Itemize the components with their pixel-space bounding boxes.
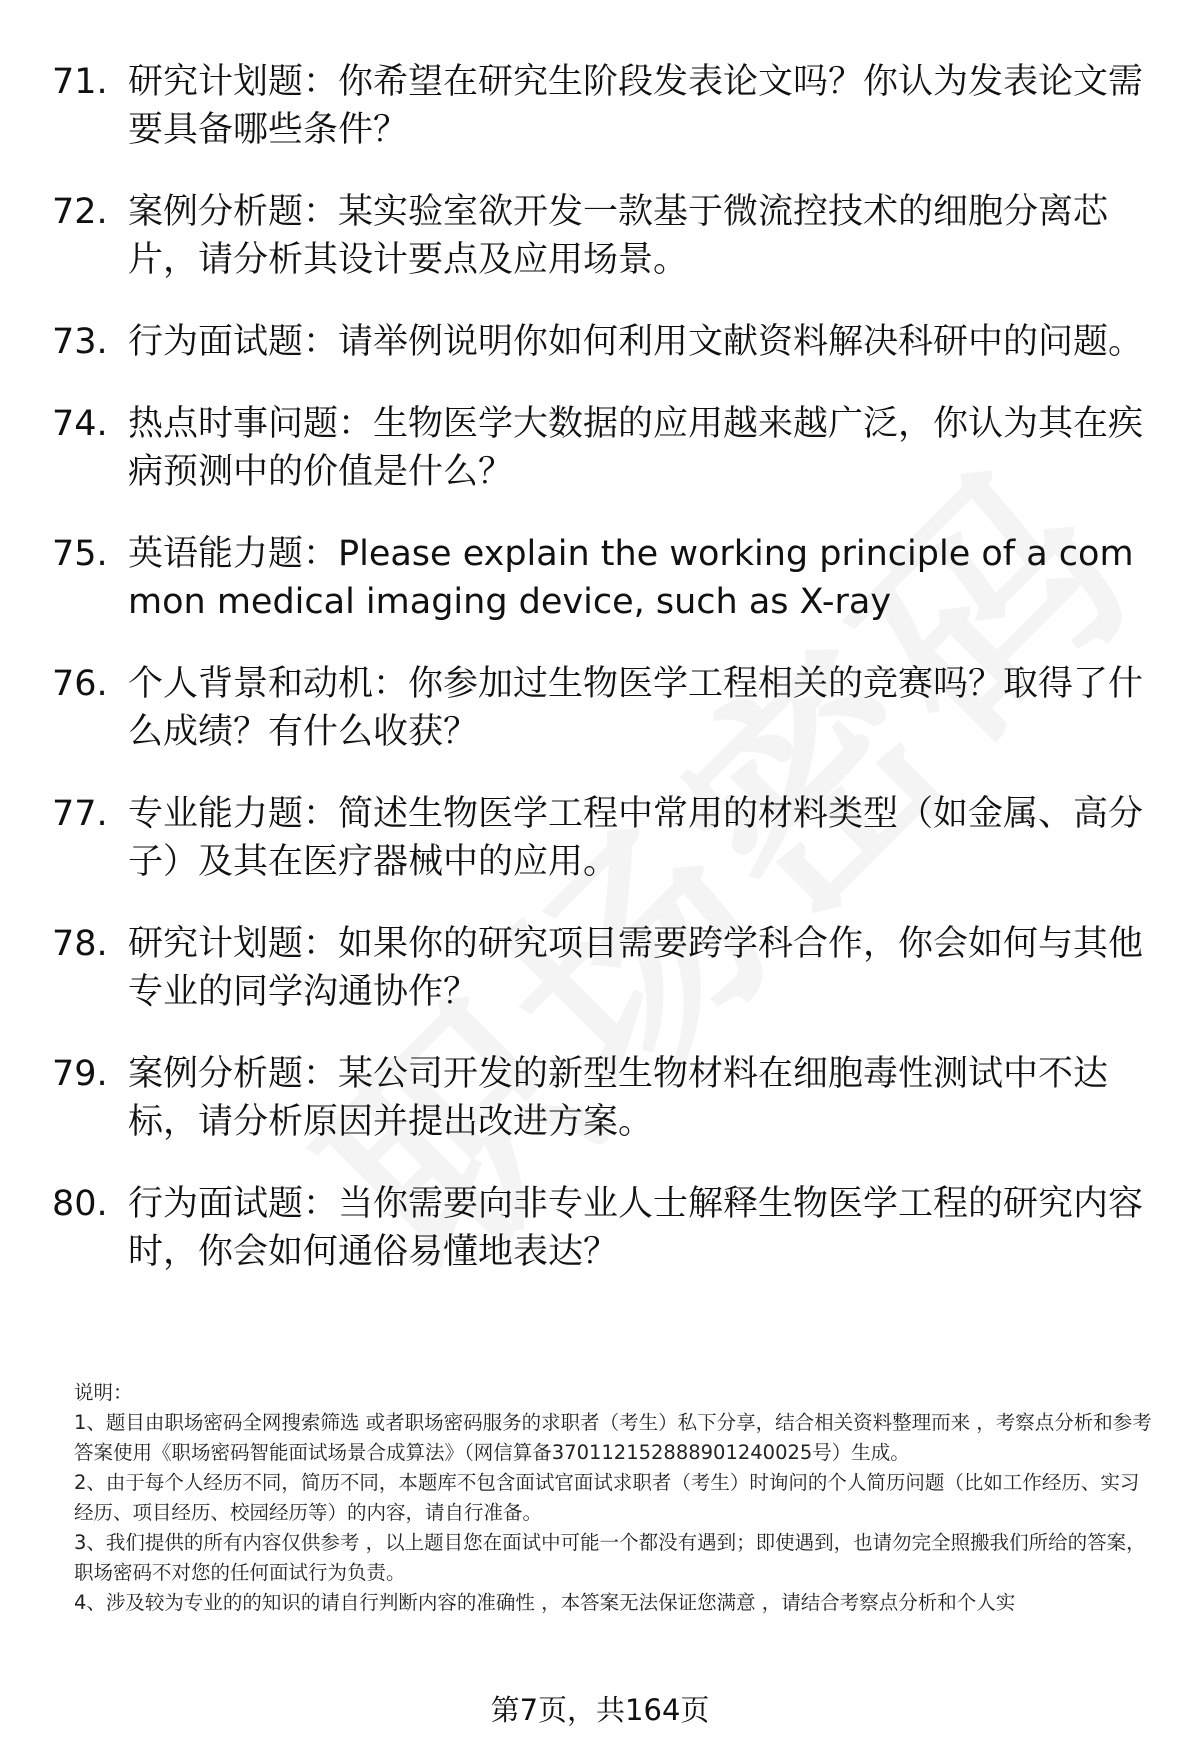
note-item: 1、题目由职场密码全网搜索筛选 或者职场密码服务的求职者（考生）私下分享，结合相关资料整理而来 ，考察点分析和参考答案使用《职场密码智能面试场景合成算法》（网信算备370112152888901240025号）生成。 [74, 1411, 1152, 1464]
question-number: 77. [52, 794, 108, 834]
question-text: 专业能力题：简述生物医学工程中常用的材料类型（如金属、高分子）及其在医疗器械中的应用。 [128, 794, 1144, 882]
question-text: 行为面试题：请举例说明你如何利用文献资料解决科研中的问题。 [128, 322, 1144, 362]
question-item [52, 530, 1152, 626]
question-item [52, 318, 1152, 366]
question-number: 73. [52, 322, 108, 362]
question-text: 研究计划题：如果你的研究项目需要跨学科合作，你会如何与其他专业的同学沟通协作？ [128, 924, 1144, 1012]
question-item [52, 660, 1152, 756]
question-number: 79. [52, 1054, 108, 1094]
question-text: 热点时事问题：生物医学大数据的应用越来越广泛，你认为其在疾病预测中的价值是什么？ [128, 404, 1144, 492]
question-number: 74. [52, 404, 108, 444]
notes-heading: 说明： [74, 1381, 133, 1404]
note-item: 3、我们提供的所有内容仅供参考 ，以上题目您在面试中可能一个都没有遇到；即使遇到，也请勿完全照搬我们所给的答案，职场密码不对您的任何面试行为负责。 [74, 1531, 1146, 1584]
question-number: 72. [52, 192, 108, 232]
question-text: 个人背景和动机：你参加过生物医学工程相关的竞赛吗？取得了什么成绩？有什么收获？ [128, 664, 1144, 752]
note-item: 2、由于每个人经历不同，简历不同，本题库不包含面试官面试求职者（考生）时询问的个人简历问题（比如工作经历、实习经历、项目经历、校园经历等）的内容，请自行准备。 [74, 1471, 1140, 1524]
notes-section [74, 1378, 1154, 1618]
question-item [52, 188, 1152, 284]
question-item [52, 790, 1152, 886]
question-number: 80. [52, 1184, 108, 1224]
question-number: 71. [52, 62, 108, 102]
question-item [52, 920, 1152, 1016]
question-text: 案例分析题：某实验室欲开发一款基于微流控技术的细胞分离芯片，请分析其设计要点及应用场景。 [128, 192, 1109, 280]
question-number: 78. [52, 924, 108, 964]
question-text: 案例分析题：某公司开发的新型生物材料在细胞毒性测试中不达标，请分析原因并提出改进方案。 [128, 1054, 1109, 1142]
question-text: 英语能力题：Please explain the working principle of a common medical imaging device, such as X-ray [128, 534, 1134, 622]
question-list [52, 58, 1152, 1310]
question-item [52, 400, 1152, 496]
question-number: 76. [52, 664, 108, 704]
question-item [52, 1180, 1152, 1276]
note-item: 4、涉及较为专业的的知识的请自行判断内容的准确性 ，本答案无法保证您满意 ，请结合考察点分析和个人实 [74, 1591, 1016, 1614]
page-number: 第7页，共164页 [490, 1693, 710, 1727]
question-text: 行为面试题：当你需要向非专业人士解释生物医学工程的研究内容时，你会如何通俗易懂地表达？ [128, 1184, 1144, 1272]
question-item [52, 58, 1152, 154]
question-text: 研究计划题：你希望在研究生阶段发表论文吗？你认为发表论文需要具备哪些条件？ [128, 62, 1144, 150]
question-item [52, 1050, 1152, 1146]
question-number: 75. [52, 534, 108, 574]
